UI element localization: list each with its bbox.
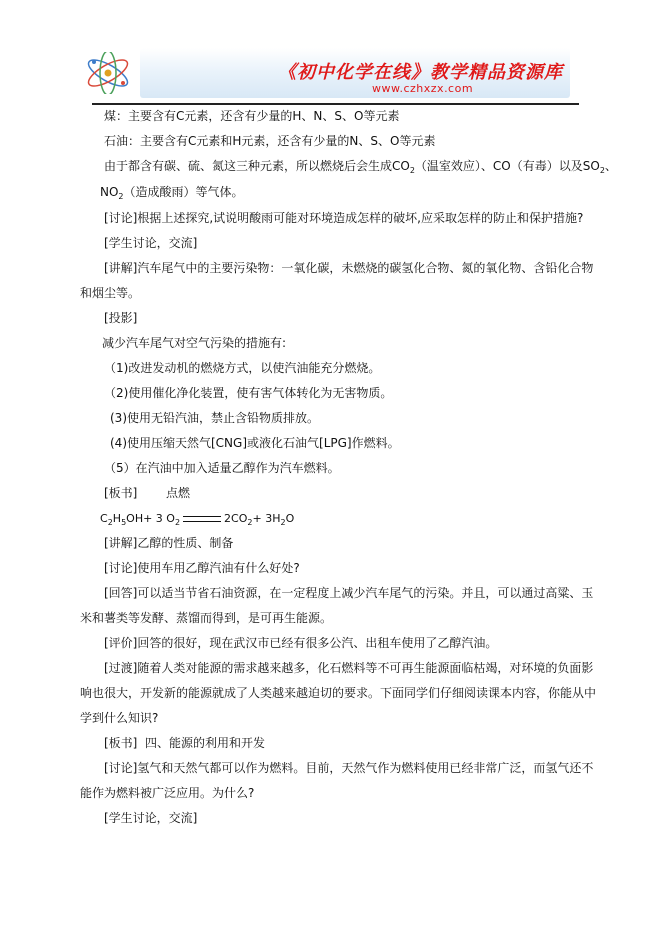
discussion-hydrogen: [讨论]氢气和天然气都可以作为燃料。目前，天然气作为燃料使用已经非常广泛，而氢气还不 [104,761,594,775]
discussion-acid-rain: [讨论]根据上述探究,试说明酸雨可能对环境造成怎样的破坏,应采取怎样的防止和保护措施? [104,211,584,225]
student-discussion-1: [学生讨论，交流] [104,236,198,250]
reaction-condition: 点燃 [166,486,191,500]
equation-block [104,481,588,508]
measure-2: （2)使用催化净化装置，使有害气体转化为无害物质。 [104,386,393,400]
lecture-exhaust-cont: 和烟尘等。 [80,286,141,300]
equals-arrow-icon [183,516,221,522]
answer-ethanol-cont: 米和薯类等发酵、蒸馏而得到，是可再生能源。 [80,611,333,625]
paragraph-oil: 石油：主要含有C元素和H元素，还含有少量的N、S、O等元素 [104,134,436,148]
header-banner [140,48,570,98]
board-label: [板书] [104,486,138,500]
transition: [过渡]随着人类对能源的需求越来越多，化石燃料等不可再生能源面临枯竭，对环境的负面影 [104,661,594,675]
atom-logo-icon [82,52,134,94]
discussion-ethanol: [讨论]使用车用乙醇汽油有什么好处? [104,561,300,575]
document-body [80,104,617,831]
projection-label: [投影] [104,311,138,325]
board-energy: [板书] 四、能源的利用和开发 [104,736,265,750]
student-discussion-2: [学生讨论，交流] [104,811,198,825]
site-url[interactable]: www.czhxzx.com [372,82,474,95]
measures-heading: 减少汽车尾气对空气污染的措施有: [102,336,287,350]
measure-4: (4)使用压缩天然气[CNG]或液化石油气[LPG]作燃料。 [110,436,400,450]
ethanol-equation: $C_2H_5OH+ 3$ $O_2$ $2CO_2+ 3H_2O$ [100,512,295,527]
paragraph-coal: 煤：主要含有C元素，还含有少量的H、N、S、O等元素 [104,109,400,123]
discussion-hydrogen-cont: 能作为燃料被广泛应用。为什么? [80,786,255,800]
measure-1: （1)改进发动机的燃烧方式，以使汽油能充分燃烧。 [104,361,381,375]
site-title: 《初中化学在线》教学精品资源库 [278,62,563,83]
lecture-exhaust: [讲解]汽车尾气中的主要污染物：一氧化碳，未燃烧的碳氢化合物、氮的氧化物、含铅化合物 [104,261,594,275]
page-header [82,44,575,102]
measure-5: （5）在汽油中加入适量乙醇作为汽车燃料。 [104,461,340,475]
lecture-ethanol: [讲解]乙醇的性质、制备 [104,536,234,550]
transition-cont-2: 学到什么知识? [80,711,159,725]
paragraph-combustion: 由于都含有碳、硫、氮这三种元素，所以燃烧后会生成$CO_2$（温室效应）、CO（有毒）以及$SO_2$、 [104,159,617,175]
measure-3: (3)使用无铅汽油，禁止含铅物质排放。 [110,411,319,425]
transition-cont-1: 响也很大，开发新的能源就成了人类越来越迫切的要求。下面同学们仔细阅读课本内容，你能从中 [80,686,597,700]
paragraph-no2: $NO_2$（造成酸雨）等气体。 [100,185,244,201]
evaluation: [评价]回答的很好，现在武汉市已经有很多公汽、出租车使用了乙醇汽油。 [104,636,498,650]
answer-ethanol: [回答]可以适当节省石油资源，在一定程度上减少汽车尾气的污染。并且，可以通过高粱、玉 [104,586,594,600]
